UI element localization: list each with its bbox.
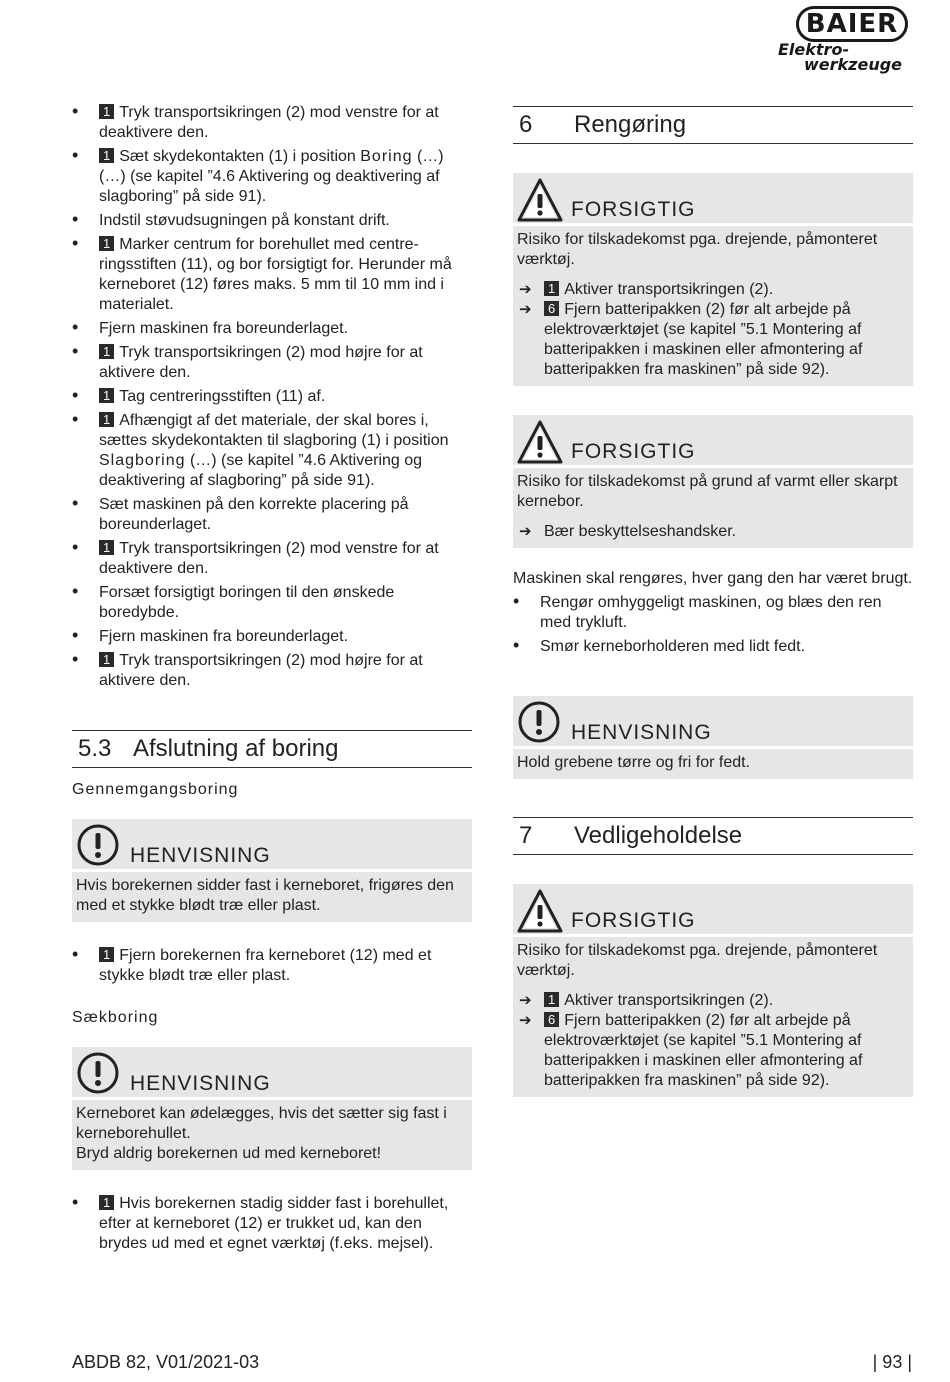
page-number: | 93 | xyxy=(872,1352,912,1372)
list-item: ➔ 6 Fjern batteripakken (2) før alt arbejde på elektroværktøjet (se kapitel ”5.1 Montering af batteripakken i maskinen eller afmontering af batteripakken fra maskinen” på side 92). xyxy=(517,1011,909,1091)
list-item: • Forsæt forsigtigt boringen til den ønskede boredybde. xyxy=(72,583,472,623)
logo-brand: BAIER xyxy=(796,6,908,42)
list-item: • 1 Fjern borekernen fra kerneboret (12) med et stykke blødt træ eller plast. xyxy=(72,946,472,986)
warning-triangle-icon xyxy=(517,888,563,934)
mode-label: Boring xyxy=(360,148,413,165)
logo-line2: werkzeuge xyxy=(804,55,903,74)
step-badge: 6 xyxy=(544,301,559,316)
step-badge: 1 xyxy=(99,236,114,251)
left-column xyxy=(72,103,472,695)
warning-box: FORSIGTIG Risiko for tilskadekomst pga. drejende, påmonteret værktøj. ➔ 1 Aktiver transportsikringen (2). ➔ 6 Fjern batteripakken (2) før alt arbejde på elektroværktøjet (se kapitel ”5.1 Montering af batteripakken i maskinen eller afmontering af batteripakken fra maskinen” på side 92). xyxy=(513,173,913,386)
mode-label: Slagboring xyxy=(99,452,186,469)
list-item: ➔ 1 Aktiver transportsikringen (2). xyxy=(517,991,909,1011)
step-badge: 1 xyxy=(99,1195,114,1210)
step-badge: 1 xyxy=(99,652,114,667)
list-item: ➔ 6 Fjern batteripakken (2) før alt arbejde på elektroværktøjet (se kapitel ”5.1 Montering af batteripakken i maskinen eller afmontering af batteripakken fra maskinen” på side 92). xyxy=(517,300,909,380)
list-item: • 1 Hvis borekernen stadig sidder fast i borehullet, efter at kerneboret (12) er trukket ud, kan den brydes ud med et egnet værktøj (f.eks. mejsel). xyxy=(72,1194,472,1254)
step-badge: 1 xyxy=(99,148,114,163)
list-item: • 1 Afhængigt af det materiale, der skal bores i, sættes skydekontakten til slagboring (1) i position Slagboring (…) (se kapitel ”4.6 Aktivering og deaktivering af slagboring” på side 91). xyxy=(72,411,472,491)
list-item: ➔ Bær beskyttelseshandsker. xyxy=(517,522,909,542)
list-item: • Fjern maskinen fra boreunderlaget. xyxy=(72,319,472,339)
list-item: • Smør kerneborholderen med lidt fedt. xyxy=(513,637,913,657)
baier-logo xyxy=(778,4,918,76)
list-item: • 1 Tryk transportsikringen (2) mod højre for at aktivere den. xyxy=(72,343,472,383)
list-item: • 1 Tag centreringsstiften (11) af. xyxy=(72,387,472,407)
section-heading: 5.3 Afslutning af boring xyxy=(72,730,472,768)
step-badge: 1 xyxy=(544,992,559,1007)
procedure-list xyxy=(72,103,472,691)
section-heading: 7 Vedligeholdelse xyxy=(513,817,913,855)
list-item: • Fjern maskinen fra boreunderlaget. xyxy=(72,627,472,647)
step-badge: 1 xyxy=(99,344,114,359)
warning-box: FORSIGTIG Risiko for tilskadekomst på grund af varmt eller skarpt kernebor. ➔ Bær beskyttelseshandsker. xyxy=(513,415,913,548)
end-list xyxy=(72,1194,472,1258)
notice-box: HENVISNING Hvis borekernen sidder fast i kerneboret, frigøres den med et stykke blødt træ eller plast. xyxy=(72,819,472,922)
list-item: • Rengør omhyggeligt maskinen, og blæs den ren med trykluft. xyxy=(513,593,913,633)
cleaning-text: Maskinen skal rengøres, hver gang den har været brugt. • Rengør omhyggeligt maskinen, og blæs den ren med trykluft. • Smør kerneborholderen med lidt fedt. xyxy=(513,569,913,661)
list-item: • 1 Tryk transportsikringen (2) mod venstre for at deaktivere den. xyxy=(72,103,472,143)
step-badge: 1 xyxy=(544,281,559,296)
list-item: • 1 Sæt skydekontakten (1) i position Boring (…) (…) (se kapitel ”4.6 Aktivering og deaktivering af slagboring” på side 91). xyxy=(72,147,472,207)
list-item: • 1 Marker centrum for borehullet med centre-ringsstiften (11), og bor forsigtigt for. Herunder må kerneboret (12) føres maks. 5 mm til 10 mm ind i materialet. xyxy=(72,235,472,315)
exclamation-circle-icon xyxy=(76,1051,122,1097)
warning-box: FORSIGTIG Risiko for tilskadekomst pga. drejende, påmonteret værktøj. ➔ 1 Aktiver transportsikringen (2). ➔ 6 Fjern batteripakken (2) før alt arbejde på elektroværktøjet (se kapitel ”5.1 Montering af batteripakken i maskinen eller afmontering af batteripakken fra maskinen” på side 92). xyxy=(513,884,913,1097)
step-badge: 1 xyxy=(99,947,114,962)
step-badge: 1 xyxy=(99,104,114,119)
subheading-saekboring: Sækboring xyxy=(72,1009,159,1026)
section-7 xyxy=(513,817,913,855)
step-badge: 1 xyxy=(99,540,114,555)
exclamation-circle-icon xyxy=(517,700,563,746)
section-5-3 xyxy=(72,730,472,768)
notice-box: HENVISNING Hold grebene tørre og fri for fedt. xyxy=(513,696,913,779)
list-item: ➔ 1 Aktiver transportsikringen (2). xyxy=(517,280,909,300)
warning-triangle-icon xyxy=(517,419,563,465)
list-item: • 1 Tryk transportsikringen (2) mod højre for at aktivere den. xyxy=(72,651,472,691)
mid-list xyxy=(72,946,472,990)
notice-box: HENVISNING Kerneboret kan ødelægges, hvis det sætter sig fast i kerneborehullet. Bryd aldrig borekernen ud med kerneboret! xyxy=(72,1047,472,1170)
subheading-gennemgang: Gennemgangsboring xyxy=(72,781,239,798)
step-badge: 1 xyxy=(99,412,114,427)
exclamation-circle-icon xyxy=(76,823,122,869)
section-heading: 6 Rengøring xyxy=(513,106,913,144)
logo-line1: Elektro- xyxy=(778,40,850,59)
step-badge: 1 xyxy=(99,388,114,403)
list-item: • Sæt maskinen på den korrekte placering på boreunderlaget. xyxy=(72,495,472,535)
footer-doc-id: ABDB 82, V01/2021-03 xyxy=(72,1352,260,1372)
step-badge: 6 xyxy=(544,1012,559,1027)
list-item: • 1 Tryk transportsikringen (2) mod venstre for at deaktivere den. xyxy=(72,539,472,579)
list-item: • Indstil støvudsugningen på konstant drift. xyxy=(72,211,472,231)
warning-triangle-icon xyxy=(517,177,563,223)
section-6 xyxy=(513,106,913,144)
